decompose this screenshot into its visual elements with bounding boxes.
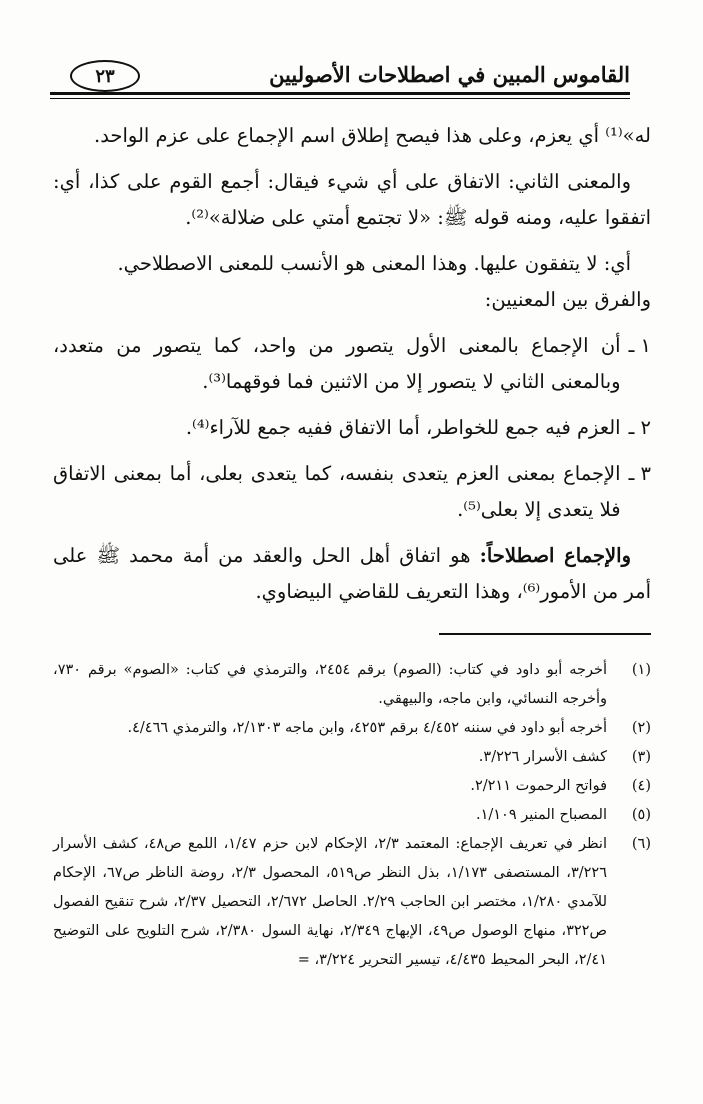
list-item-number: ٣ ـ — [628, 462, 651, 485]
footnote — [53, 830, 651, 975]
paragraph-2: والمعنى الثاني: الاتفاق على أي شيء فيقال: أجمع القوم على كذا، أي: اتفقوا عليه، ومنه قوله ﷺ: «لا تجتمع أمتي على ضلالة»⁽²⁾. — [53, 170, 651, 229]
footnote — [53, 743, 651, 772]
footnote-text: انظر في تعريف الإجماع: المعتمد ٢/٣، الإحكام لابن حزم ١/٤٧، اللمع ص٤٨، كشف الأسرار ٣/٢٢٦، المستصفى ١/١٧٣، بذل النظر ص٥١٩، المحصول ٢/٣، روضة الناظر ص٦٧، الإحكام للآمدي ١/٢٨٠، مختصر ابن الحاجب ٢/٢٩. الحاصل ٢/٦٧٢، التحصيل ٢/٣٧، شرح تنقيح الفصول ص٣٢٢، منهاج الوصول ص٤٩، الإبهاج ٢/٣٤٩، نهاية السول ٢/٣٨٠، شرح التلويح على التوضيح ٢/٤١، البحر المحيط ٤/٤٣٥، تيسير التحرير ٣/٢٢٤، = — [53, 836, 607, 968]
page-number: ٢٣ — [70, 60, 140, 92]
footnote-number: (٥) — [631, 807, 651, 823]
definition-term: والإجماع اصطلاحاً: — [479, 544, 631, 567]
running-title: القاموس المبين في اصطلاحات الأصوليين — [269, 62, 630, 87]
main-text — [53, 118, 651, 620]
footnote-text: كشف الأسرار ٣/٢٢٦. — [478, 749, 607, 765]
footnote-number: (٢) — [631, 720, 651, 736]
footnote-number: (١) — [631, 662, 651, 678]
footnote — [53, 714, 651, 743]
footnote-text: المصباح المنير ١/١٠٩. — [475, 807, 607, 823]
list-item-number: ١ ـ — [628, 334, 651, 357]
footnote — [53, 801, 651, 830]
list-item — [53, 456, 651, 528]
footnote — [53, 656, 651, 714]
paragraph-3: أي: لا يتفقون عليها. وهذا المعنى هو الأنسب للمعنى الاصطلاحي. — [117, 252, 631, 275]
list-item-text: العزم فيه جمع للخواطر، أما الاتفاق ففيه جمع للآراء⁽⁴⁾. — [185, 416, 621, 439]
list-item-number: ٢ ـ — [628, 416, 651, 439]
footnote-number: (٣) — [631, 749, 651, 765]
definition-paragraph — [53, 538, 651, 610]
footnote-text: أخرجه أبو داود في سننه ٤/٤٥٢ برقم ٤٢٥٣، وابن ماجه ٢/١٣٠٣، والترمذي ٤/٤٦٦. — [127, 720, 607, 736]
header-rule-thick — [50, 92, 630, 95]
footnotes — [53, 656, 651, 975]
paragraph-4: والفرق بين المعنيين: — [484, 288, 651, 311]
footnote — [53, 772, 651, 801]
footnote-number: (٦) — [631, 836, 651, 852]
footnote-number: (٤) — [631, 778, 651, 794]
footnote-text: أخرجه أبو داود في كتاب: (الصوم) برقم ٢٤٥٤، والترمذي في كتاب: «الصوم» برقم ٧٣٠، وأخرجه النسائي، وابن ماجه، والبيهقي. — [53, 662, 607, 707]
footnote-divider — [439, 633, 651, 635]
paragraph-1: له»⁽¹⁾ أي يعزم، وعلى هذا فيصح إطلاق اسم الإجماع على عزم الواحد. — [94, 124, 651, 147]
footnote-text: فواتح الرحموت ٢/٢١١. — [470, 778, 607, 794]
list-item-text: أن الإجماع بالمعنى الأول يتصور من واحد، كما يتصور من متعدد، وبالمعنى الثاني لا يتصور إلا من الاثنين فما فوقهما⁽³⁾. — [53, 334, 621, 393]
list-item-text: الإجماع بمعنى العزم يتعدى بنفسه، كما يتعدى بعلى، أما بمعنى الاتفاق فلا يتعدى إلا بعلى⁽⁵⁾. — [53, 462, 621, 521]
header-rule-thin — [50, 98, 630, 99]
definition-text: هو اتفاق أهل الحل والعقد من أمة محمد ﷺ على أمر من الأمور⁽⁶⁾، وهذا التعريف للقاضي البيضاوي. — [53, 544, 651, 603]
page-header — [50, 52, 630, 100]
list-item — [53, 328, 651, 400]
list-item — [53, 410, 651, 446]
